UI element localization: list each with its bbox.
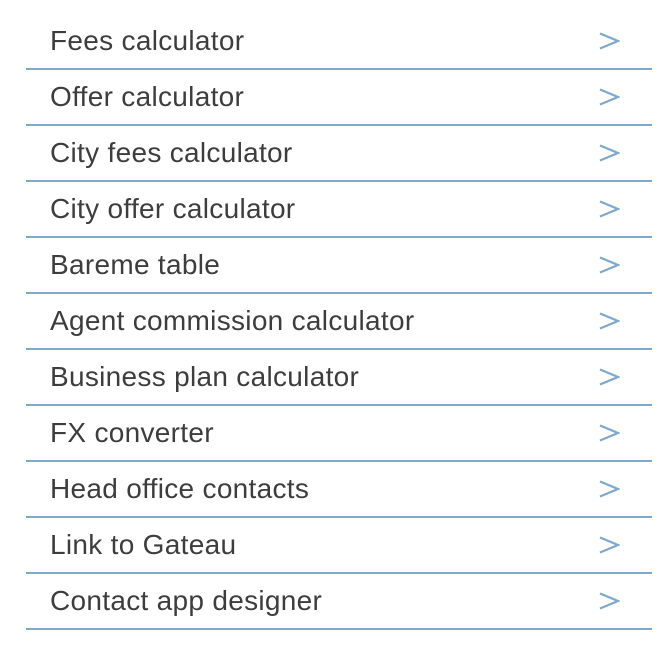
chevron-right-icon <box>598 592 620 610</box>
chevron-right-icon <box>598 32 620 50</box>
menu-item-label: Contact app designer <box>50 585 323 616</box>
menu-item-head-office-contacts[interactable] <box>26 462 652 518</box>
chevron-right-icon <box>598 144 620 162</box>
menu-list <box>26 14 652 630</box>
menu-item-label: FX converter <box>50 417 214 448</box>
menu-item-label: Fees calculator <box>50 25 245 56</box>
menu-item-link-to-gateau[interactable] <box>26 518 652 574</box>
menu-item-label: Bareme table <box>50 249 221 280</box>
menu-item-fees-calculator[interactable] <box>26 14 652 70</box>
menu-item-city-fees-calculator[interactable] <box>26 126 652 182</box>
chevron-right-icon <box>598 256 620 274</box>
menu-item-fx-converter[interactable] <box>26 406 652 462</box>
chevron-right-icon <box>598 424 620 442</box>
menu-item-label: City offer calculator <box>50 193 296 224</box>
menu-item-label: Head office contacts <box>50 473 310 504</box>
chevron-right-icon <box>598 536 620 554</box>
menu-item-city-offer-calculator[interactable] <box>26 182 652 238</box>
menu-item-label: Offer calculator <box>50 81 245 112</box>
chevron-right-icon <box>598 88 620 106</box>
menu-item-label: Agent commission calculator <box>50 305 415 336</box>
chevron-right-icon <box>598 200 620 218</box>
menu-item-business-plan-calculator[interactable] <box>26 350 652 406</box>
chevron-right-icon <box>598 368 620 386</box>
menu-item-label: Link to Gateau <box>50 529 237 560</box>
menu-item-agent-commission-calculator[interactable] <box>26 294 652 350</box>
menu-item-bareme-table[interactable] <box>26 238 652 294</box>
chevron-right-icon <box>598 480 620 498</box>
menu-item-contact-app-designer[interactable] <box>26 574 652 630</box>
menu-item-label: City fees calculator <box>50 137 293 168</box>
menu-item-offer-calculator[interactable] <box>26 70 652 126</box>
chevron-right-icon <box>598 312 620 330</box>
menu-item-label: Business plan calculator <box>50 361 360 392</box>
